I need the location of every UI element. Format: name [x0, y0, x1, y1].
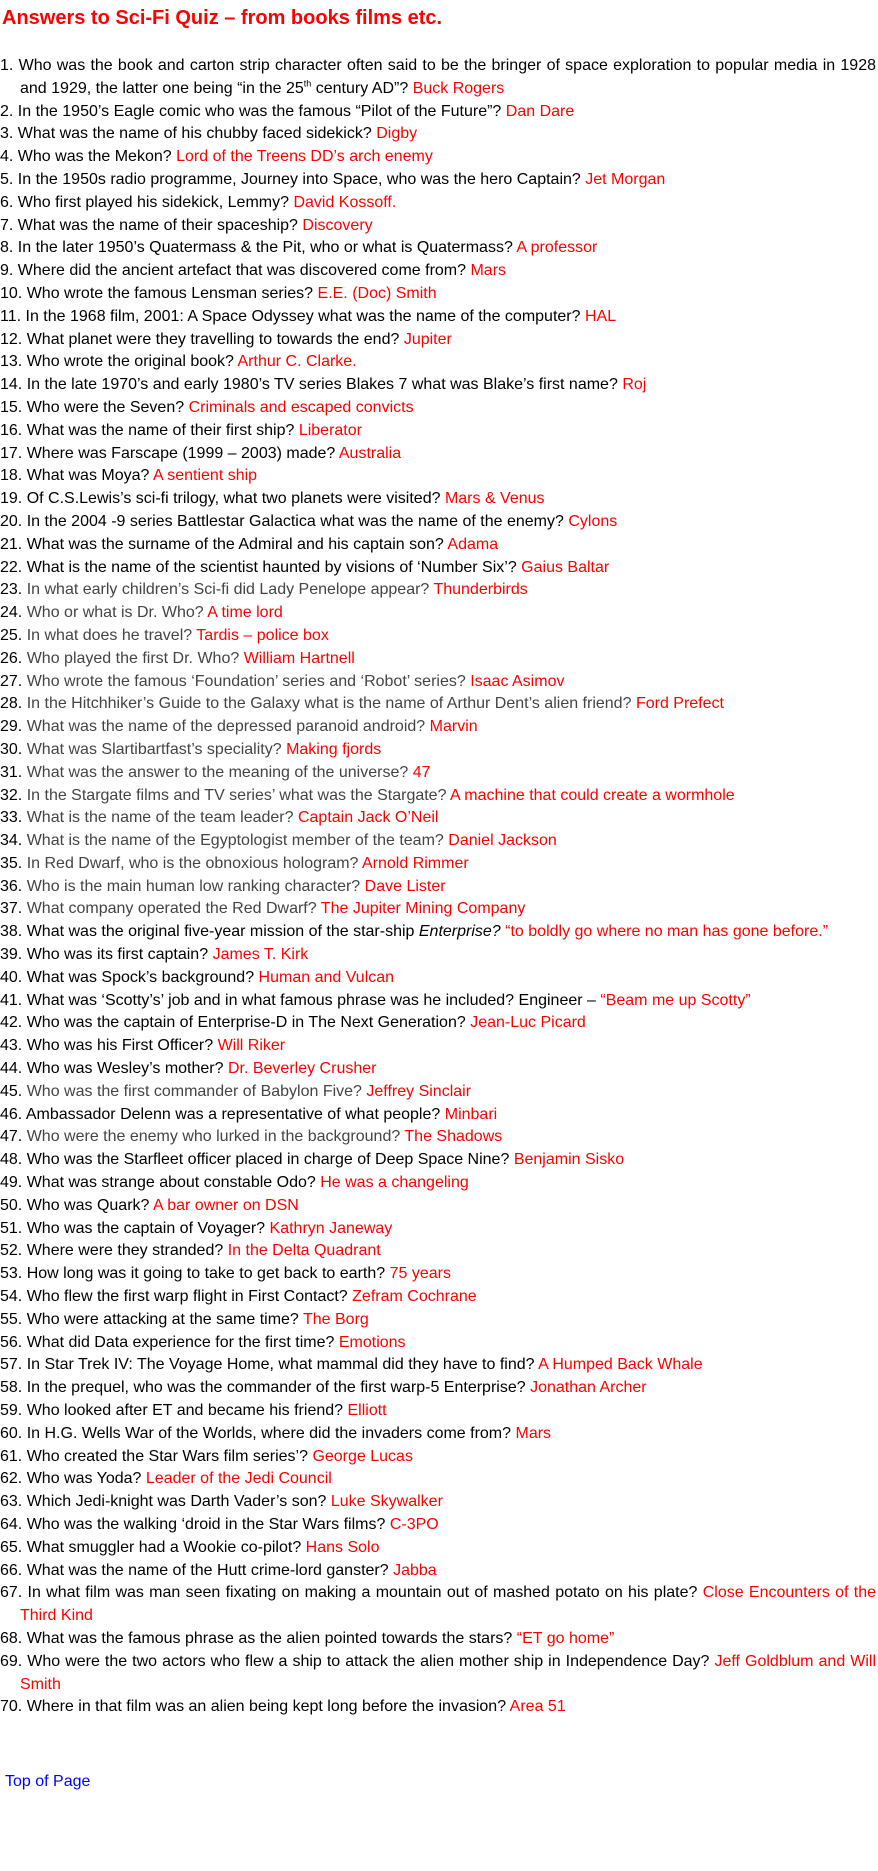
question-text: Who was Wesley’s mother? [26, 1060, 224, 1078]
answer-text: Zefram Cochrane [352, 1288, 477, 1306]
answer-text: A sentient ship [152, 467, 258, 485]
qa-item [0, 329, 878, 352]
question-text: What was the name of the Hutt crime-lord ganster? [26, 1561, 389, 1579]
item-number: 31. [0, 763, 23, 781]
question-text: Who was Quark? [26, 1196, 150, 1214]
answer-text: “Beam me up Scotty” [600, 991, 751, 1009]
answer-text: Jeffrey Sinclair [366, 1082, 472, 1100]
question-text: Who is the main human low ranking character? [26, 877, 361, 895]
item-number: 4. [0, 148, 14, 166]
item-number: 41. [0, 991, 23, 1009]
qa-item [0, 1491, 878, 1514]
answer-text: A professor [516, 239, 598, 257]
question-text: What was the name of their first ship? [26, 421, 295, 439]
qa-item [0, 1012, 878, 1035]
item-number: 44. [0, 1060, 23, 1078]
qa-item [0, 237, 878, 260]
answer-text: He was a changeling [320, 1174, 469, 1192]
item-number: 36. [0, 877, 23, 895]
answer-text: David Kossoff. [293, 193, 397, 211]
qa-item [0, 1081, 878, 1104]
item-number: 17. [0, 444, 23, 462]
qa-item [0, 602, 878, 625]
item-number: 39. [0, 946, 23, 964]
item-number: 1. [0, 57, 14, 74]
question-text: Who was Yoda? [26, 1470, 142, 1488]
qa-item [0, 1104, 878, 1127]
qa-item [0, 306, 878, 329]
answer-text: Arnold Rimmer [362, 854, 469, 872]
qa-item [0, 1149, 878, 1172]
top-of-page-link[interactable]: Top of Page [5, 1773, 91, 1790]
question-text: In Red Dwarf, who is the obnoxious hologram? [26, 854, 359, 872]
item-number: 29. [0, 718, 23, 736]
qa-item [0, 351, 878, 374]
qa-item [0, 648, 878, 671]
qa-item [0, 1218, 878, 1241]
item-number: 5. [0, 170, 14, 188]
qa-item [0, 1309, 878, 1332]
qa-item [0, 1400, 878, 1423]
item-number: 47. [0, 1128, 23, 1146]
item-number: 43. [0, 1037, 23, 1055]
qa-item [0, 101, 878, 124]
answer-text: Discovery [302, 216, 373, 234]
question-text: Who was the walking ‘droid in the Star Wars films? [26, 1516, 386, 1533]
qa-item [0, 739, 878, 762]
question-text: Who were the Seven? [26, 398, 185, 416]
qa-item [0, 853, 878, 876]
qa-item [0, 762, 878, 785]
qa-item [0, 215, 878, 238]
answer-text: Captain Jack O’Neil [297, 809, 439, 827]
item-number: 22. [0, 558, 23, 576]
answer-text: Isaac Asimov [470, 672, 565, 690]
qa-item [0, 420, 878, 443]
answer-text: Jeff Goldblum and Will Smith [20, 1652, 877, 1693]
answer-text: Mars [515, 1424, 552, 1442]
item-number: 67. [0, 1584, 23, 1602]
question-text: In what film was man seen fixating on making a mountain out of mashed potato on his plate? [27, 1584, 698, 1602]
item-number: 33. [0, 809, 23, 827]
answer-text: A time lord [207, 604, 283, 622]
question-text: Who first played his sidekick, Lemmy? [17, 193, 289, 211]
item-number: 48. [0, 1151, 23, 1169]
question-text: Ambassador Delenn was a representative of what people? [25, 1105, 441, 1123]
answer-text: C-3PO [389, 1516, 439, 1533]
answer-text: “to boldly go where no man has gone before.” [505, 923, 829, 941]
question-text: What was Slartibartfast’s speciality? [26, 740, 282, 758]
item-number: 8. [0, 239, 14, 257]
answer-text: Jean-Luc Picard [470, 1014, 586, 1032]
answer-text: Hans Solo [305, 1538, 380, 1556]
question-text: What did Data experience for the first time? [26, 1333, 335, 1351]
question-italic: Enterprise? [418, 923, 501, 941]
item-number: 51. [0, 1219, 23, 1237]
item-number: 12. [0, 330, 23, 348]
question-text: What smuggler had a Wookie co-pilot? [26, 1538, 302, 1556]
question-text: Who were attacking at the same time? [26, 1310, 299, 1328]
question-text: Who created the Star Wars film series’? [26, 1447, 308, 1465]
item-number: 68. [0, 1629, 23, 1647]
item-number: 54. [0, 1288, 23, 1306]
question-text: Who was the Mekon? [17, 148, 172, 166]
question-text: Who was the captain of Enterprise-D in The Next Generation? [26, 1014, 466, 1032]
qa-item [0, 1035, 878, 1058]
item-number: 34. [0, 832, 23, 850]
question-text: In Star Trek IV: The Voyage Home, what mammal did they have to find? [26, 1356, 535, 1374]
answer-text: Adama [447, 535, 499, 553]
page-title: Answers to Sci-Fi Quiz – from books films etc. [2, 7, 443, 29]
answer-text: Daniel Jackson [448, 832, 557, 850]
qa-item [0, 898, 878, 921]
item-number: 61. [0, 1447, 23, 1465]
item-number: 25. [0, 626, 23, 644]
item-number: 35. [0, 854, 23, 872]
item-number: 23. [0, 581, 23, 599]
item-number: 7. [0, 216, 14, 234]
question-text: Who played the first Dr. Who? [26, 649, 240, 667]
qa-item [0, 192, 878, 215]
question-text: What was the name of his chubby faced sidekick? [17, 125, 372, 143]
item-number: 53. [0, 1265, 23, 1283]
answer-text: 47 [412, 763, 431, 781]
answer-text: 75 years [389, 1265, 451, 1283]
question-text: In the late 1970’s and early 1980’s TV series Blakes 7 what was Blake’s first name? [26, 376, 618, 394]
answer-text: Jabba [393, 1561, 437, 1579]
question-text: What was ‘Scotty’s’ job and in what famous phrase was he included? Engineer – [26, 991, 596, 1009]
answer-text: Luke Skywalker [330, 1493, 443, 1511]
qa-item [0, 1628, 878, 1651]
qa-item [0, 488, 878, 511]
answer-text: Cylons [568, 512, 618, 530]
answer-text: Benjamin Sisko [513, 1151, 625, 1169]
question-text: In the 1950’s Eagle comic who was the famous “Pilot of the Future”? [17, 102, 502, 120]
answer-text: Human and Vulcan [258, 968, 395, 986]
question-text: In the Hitchhiker’s Guide to the Galaxy what is the name of Arthur Dent’s alien friend? [26, 695, 632, 713]
question-text: What is the name of the Egyptologist member of the team? [26, 832, 444, 850]
answer-text: Dr. Beverley Crusher [227, 1060, 377, 1078]
answer-text: Will Riker [217, 1037, 286, 1055]
item-number: 9. [0, 262, 14, 280]
question-text: In what does he travel? [26, 626, 193, 644]
item-number: 19. [0, 490, 23, 508]
item-number: 70. [0, 1698, 23, 1716]
question-text: In the 2004 -9 series Battlestar Galactica what was the name of the enemy? [26, 512, 564, 530]
item-number: 6. [0, 193, 14, 211]
item-number: 63. [0, 1493, 23, 1511]
qa-item [0, 55, 878, 101]
qa-item [0, 967, 878, 990]
qa-item [0, 785, 878, 808]
item-number: 64. [0, 1516, 23, 1533]
question-text: What was the surname of the Admiral and his captain son? [26, 535, 444, 553]
question-text: Who was the first commander of Babylon Five? [26, 1082, 362, 1100]
page [0, 5, 878, 1790]
question-text: In the 1950s radio programme, Journey into Space, who was the hero Captain? [17, 170, 581, 188]
qa-item [0, 1332, 878, 1355]
question-text: Where was Farscape (1999 – 2003) made? [26, 444, 336, 462]
answer-text: Thunderbirds [433, 581, 528, 599]
item-number: 69. [0, 1652, 23, 1670]
item-number: 3. [0, 125, 14, 143]
question-text: Who was the book and carton strip character often said to be the bringer of space exploration to popular media in 1928 and 1929, the latter one being “in the 25th century AD”? [18, 57, 876, 97]
question-text: Which Jedi-knight was Darth Vader’s son? [26, 1493, 327, 1511]
question-text: What was the original five-year mission of the star-ship [26, 923, 415, 941]
answer-text: William Hartnell [243, 649, 355, 667]
question-text: Who were the enemy who lurked in the background? [26, 1128, 401, 1146]
question-text: What is the name of the team leader? [26, 809, 294, 827]
question-text: Who was the captain of Voyager? [26, 1219, 266, 1237]
answer-text: Ford Prefect [635, 695, 724, 713]
question-text: What was the answer to the meaning of the universe? [26, 763, 409, 781]
qa-item [0, 1126, 878, 1149]
item-number: 38. [0, 923, 23, 941]
qa-item [0, 1560, 878, 1583]
question-text: In the prequel, who was the commander of the first warp-5 Enterprise? [26, 1379, 526, 1397]
qa-item [0, 990, 878, 1013]
answer-text: Minbari [444, 1105, 498, 1123]
qa-item [0, 169, 878, 192]
item-number: 46. [0, 1105, 23, 1123]
question-text: Where did the ancient artefact that was discovered come from? [17, 262, 467, 280]
item-number: 27. [0, 672, 23, 690]
qa-item [0, 123, 878, 146]
answer-text: Arthur C. Clarke. [237, 353, 357, 371]
answer-text: Close Encounters of the Third Kind [20, 1584, 877, 1625]
qa-item [0, 1286, 878, 1309]
item-number: 55. [0, 1310, 23, 1328]
question-text: What was Moya? [26, 467, 150, 485]
item-number: 56. [0, 1333, 23, 1351]
answer-text: Jet Morgan [585, 170, 666, 188]
question-text: In what early children’s Sci-fi did Lady Penelope appear? [26, 581, 430, 599]
question-text: What was the name of the depressed paranoid android? [26, 718, 426, 736]
item-number: 32. [0, 786, 23, 804]
question-text: What planet were they travelling to towards the end? [26, 330, 400, 348]
qa-item [0, 1263, 878, 1286]
qa-item [0, 1172, 878, 1195]
question-text: What was the name of their spaceship? [17, 216, 298, 234]
answer-text: Digby [376, 125, 418, 143]
item-number: 26. [0, 649, 23, 667]
answer-text: The Shadows [404, 1128, 503, 1146]
qa-item [0, 830, 878, 853]
question-text: In the Stargate films and TV series’ what was the Stargate? [26, 786, 447, 804]
question-text: Who were the two actors who flew a ship to attack the alien mother ship in Independence Day? [27, 1652, 710, 1670]
item-number: 49. [0, 1174, 23, 1192]
item-number: 52. [0, 1242, 23, 1260]
answer-text: Elliott [347, 1402, 387, 1420]
question-text: In H.G. Wells War of the Worlds, where did the invaders come from? [26, 1424, 512, 1442]
qa-item [0, 671, 878, 694]
qa-item [0, 1514, 878, 1537]
answer-text: Leader of the Jedi Council [145, 1470, 332, 1488]
answer-text: Liberator [298, 421, 362, 439]
item-number: 40. [0, 968, 23, 986]
question-text: What was Spock’s background? [26, 968, 255, 986]
item-number: 57. [0, 1356, 23, 1374]
qa-item [0, 1354, 878, 1377]
question-text: Where in that film was an alien being kept long before the invasion? [26, 1698, 507, 1716]
qa-item [0, 1058, 878, 1081]
question-text: What company operated the Red Dwarf? [26, 900, 317, 918]
qa-item [0, 1377, 878, 1400]
answer-text: Jupiter [403, 330, 452, 348]
qa-item [0, 716, 878, 739]
question-text: Who flew the first warp flight in First Contact? [26, 1288, 348, 1306]
qa-item [0, 443, 878, 466]
answer-text: A machine that could create a wormhole [450, 786, 735, 804]
answer-text: Area 51 [509, 1698, 566, 1716]
answer-text: E.E. (Doc) Smith [317, 284, 437, 302]
qa-item [0, 1651, 878, 1697]
qa-item [0, 693, 878, 716]
answer-text: Dave Lister [364, 877, 446, 895]
item-number: 66. [0, 1561, 23, 1579]
answer-text: Mars [470, 262, 507, 280]
answer-text: Gaius Baltar [521, 558, 610, 576]
item-number: 62. [0, 1470, 23, 1488]
answer-text: Dan Dare [505, 102, 575, 120]
answer-text: Buck Rogers [412, 79, 505, 97]
answer-text: Jonathan Archer [530, 1379, 647, 1397]
item-number: 30. [0, 740, 23, 758]
qa-item [0, 1423, 878, 1446]
item-number: 20. [0, 512, 23, 530]
qa-item [0, 557, 878, 580]
question-text: Who was the Starfleet officer placed in charge of Deep Space Nine? [26, 1151, 510, 1169]
answer-text: James T. Kirk [212, 946, 309, 964]
qa-item [0, 146, 878, 169]
question-text: Where were they stranded? [26, 1242, 224, 1260]
answer-text: Australia [338, 444, 402, 462]
qa-item [0, 876, 878, 899]
item-number: 60. [0, 1424, 23, 1442]
qa-item [0, 1582, 878, 1628]
qa-item [0, 283, 878, 306]
answer-text: In the Delta Quadrant [227, 1242, 381, 1260]
question-text: In the later 1950’s Quatermass & the Pit, who or what is Quatermass? [17, 239, 513, 257]
qa-item [0, 465, 878, 488]
qa-item [0, 1468, 878, 1491]
question-text: What was strange about constable Odo? [26, 1174, 316, 1192]
question-text: Who wrote the original book? [26, 353, 234, 371]
item-number: 59. [0, 1402, 23, 1420]
answer-text: Emotions [338, 1333, 406, 1351]
question-text: What is the name of the scientist haunted by visions of ‘Number Six’? [26, 558, 517, 576]
qa-item [0, 1537, 878, 1560]
qa-item [0, 579, 878, 602]
qa-item [0, 260, 878, 283]
question-text: In the 1968 film, 2001: A Space Odyssey what was the name of the computer? [25, 307, 581, 325]
item-number: 11. [0, 307, 22, 325]
qa-item [0, 374, 878, 397]
question-text: Who looked after ET and became his friend? [26, 1402, 344, 1420]
qa-item [0, 1195, 878, 1218]
answer-text: Marvin [429, 718, 478, 736]
qa-item [0, 625, 878, 648]
question-text: Who or what is Dr. Who? [26, 604, 204, 622]
answer-text: Kathryn Janeway [269, 1219, 393, 1237]
qa-item [0, 534, 878, 557]
answer-text: Roj [622, 376, 647, 394]
item-number: 65. [0, 1538, 23, 1556]
answer-text: Mars & Venus [444, 490, 545, 508]
item-number: 10. [0, 284, 23, 302]
question-text: Of C.S.Lewis’s sci-fi trilogy, what two planets were visited? [26, 490, 441, 508]
question-text: Who wrote the famous Lensman series? [26, 284, 314, 302]
item-number: 37. [0, 900, 23, 918]
item-number: 14. [0, 376, 23, 394]
qa-list [0, 55, 878, 1719]
item-number: 13. [0, 353, 23, 371]
item-number: 45. [0, 1082, 23, 1100]
answer-text: A Humped Back Whale [538, 1356, 703, 1374]
qa-item [0, 511, 878, 534]
answer-text: The Borg [302, 1310, 369, 1328]
answer-text: Making fjords [286, 740, 382, 758]
answer-text: HAL [584, 307, 617, 325]
question-text: What was the famous phrase as the alien pointed towards the stars? [26, 1629, 513, 1647]
item-number: 21. [0, 535, 23, 553]
qa-item [0, 1696, 878, 1719]
item-number: 28. [0, 695, 23, 713]
question-text: Who was its first captain? [26, 946, 209, 964]
qa-item [0, 1240, 878, 1263]
item-number: 18. [0, 467, 23, 485]
qa-item [0, 921, 878, 944]
answer-text: George Lucas [312, 1447, 413, 1465]
item-number: 15. [0, 398, 23, 416]
item-number: 42. [0, 1014, 23, 1032]
answer-text: Lord of the Treens DD’s arch enemy [176, 148, 433, 166]
question-text: Who was his First Officer? [26, 1037, 214, 1055]
item-number: 16. [0, 421, 23, 439]
answer-text: The Jupiter Mining Company [320, 900, 526, 918]
question-text: Who wrote the famous ‘Foundation’ series and ‘Robot’ series? [26, 672, 466, 690]
answer-text: A bar owner on DSN [152, 1196, 299, 1214]
item-number: 58. [0, 1379, 23, 1397]
qa-item [0, 397, 878, 420]
answer-text: Criminals and escaped convicts [188, 398, 414, 416]
item-number: 2. [0, 102, 14, 120]
item-number: 50. [0, 1196, 23, 1214]
item-number: 24. [0, 604, 23, 622]
qa-item [0, 807, 878, 830]
qa-item [0, 944, 878, 967]
qa-item [0, 1446, 878, 1469]
answer-text: “ET go home” [516, 1629, 615, 1647]
question-text: How long was it going to take to get back to earth? [26, 1265, 386, 1283]
answer-text: Tardis – police box [196, 626, 329, 644]
